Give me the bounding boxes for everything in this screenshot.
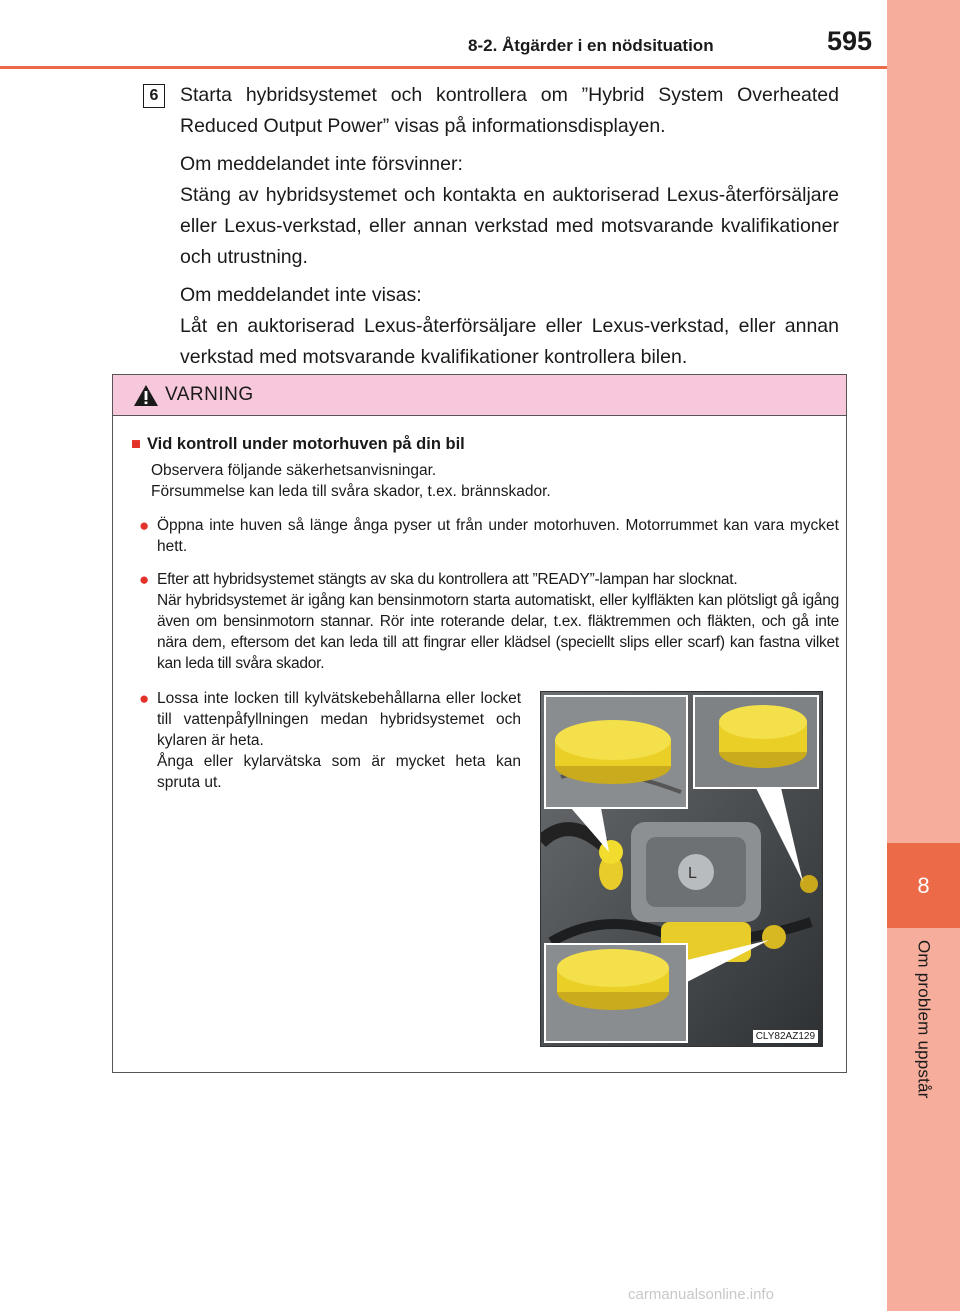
bullet-dot-icon: ● <box>139 689 150 708</box>
step-number-badge: 6 <box>143 84 165 108</box>
step-paragraph: Låt en auktoriserad Lexus-återförsäljare eller Lexus-verkstad, eller annan verkstad med motsvarande kvalifikationer kontrollera bilen. <box>180 315 839 368</box>
intro-line: Försummelse kan leda till svåra skador, t.ex. brännskador. <box>151 483 551 500</box>
bullet-text: Efter att hybridsystemet stängts av ska du kontrollera att ”READY”-lampan har slocknat. <box>157 571 738 588</box>
chapter-label <box>887 940 960 1110</box>
step-paragraph: Stäng av hybridsystemet och kontakta en auktoriserad Lexus-återförsäljare eller Lexus-verkstad, eller annan verkstad med motsvarande kvalifikationer och utrustning. <box>180 184 839 268</box>
intro-line: Observera följande säkerhetsanvisningar. <box>151 462 437 479</box>
svg-text:L: L <box>688 865 697 882</box>
warning-header <box>113 375 846 416</box>
chapter-tab[interactable] <box>887 843 960 928</box>
chapter-number: 8 <box>917 872 930 898</box>
bullet-dot-icon: ● <box>139 516 150 535</box>
bullet-text: När hybridsystemet är igång kan bensinmotorn starta automatiskt, eller kylfläkten kan plötsligt gå igång även om bensinmotorn stannar. Rör inte roterande delar, t.ex. fläktremmen och fläkten, och gå inte nära dem, eftersom det kan leda till att fingrar eller klädsel (speciellt slips eller scarf) kan fastna vilket kan leda till svåra skador. <box>157 592 839 672</box>
image-code-label: CLY82AZ129 <box>753 1030 818 1043</box>
step-paragraph: Om meddelandet inte försvinner: <box>180 153 463 175</box>
warning-title: VARNING <box>165 384 254 405</box>
warning-section-title-text: Vid kontroll under motorhuven på din bil <box>146 435 465 453</box>
header-rule <box>0 66 887 69</box>
watermark-text: carmanualsonline.info <box>628 1286 774 1303</box>
warning-section-title <box>131 435 465 454</box>
warning-box <box>112 374 847 1073</box>
chapter-label-text: Om problem uppstår <box>914 940 934 1099</box>
warning-intro <box>151 460 831 502</box>
warning-bullet <box>139 569 839 674</box>
bullet-text: Ånga eller kylarvätska som är mycket heta kan spruta ut. <box>157 753 521 791</box>
warning-bullet <box>139 515 839 557</box>
engine-bay-photo <box>541 692 822 1046</box>
warning-bullet <box>139 688 521 793</box>
page-number: 595 <box>827 26 873 56</box>
warning-triangle-icon <box>133 384 159 407</box>
bullet-text: Lossa inte locken till kylvätskebehållarna eller locket till vattenpåfyllningen medan hybridsystemet och kylaren är heta. <box>157 690 521 749</box>
step-paragraph: Om meddelandet inte visas: <box>180 284 422 306</box>
step-paragraph: Starta hybridsystemet och kontrollera om ”Hybrid System Overheated Reduced Output Power” visas på informationsdisplayen. <box>180 84 839 137</box>
square-bullet-icon: ■ <box>131 435 141 453</box>
step-instructions <box>180 80 839 380</box>
side-strip <box>887 0 960 1311</box>
bullet-text: Öppna inte huven så länge ånga pyser ut från under motorhuven. Motorrummet kan vara mycket hett. <box>157 517 839 555</box>
section-header-title: 8-2. Åtgärder i en nödsituation <box>468 36 714 55</box>
engine-bay-illustration <box>540 691 823 1047</box>
bullet-dot-icon: ● <box>139 570 150 589</box>
